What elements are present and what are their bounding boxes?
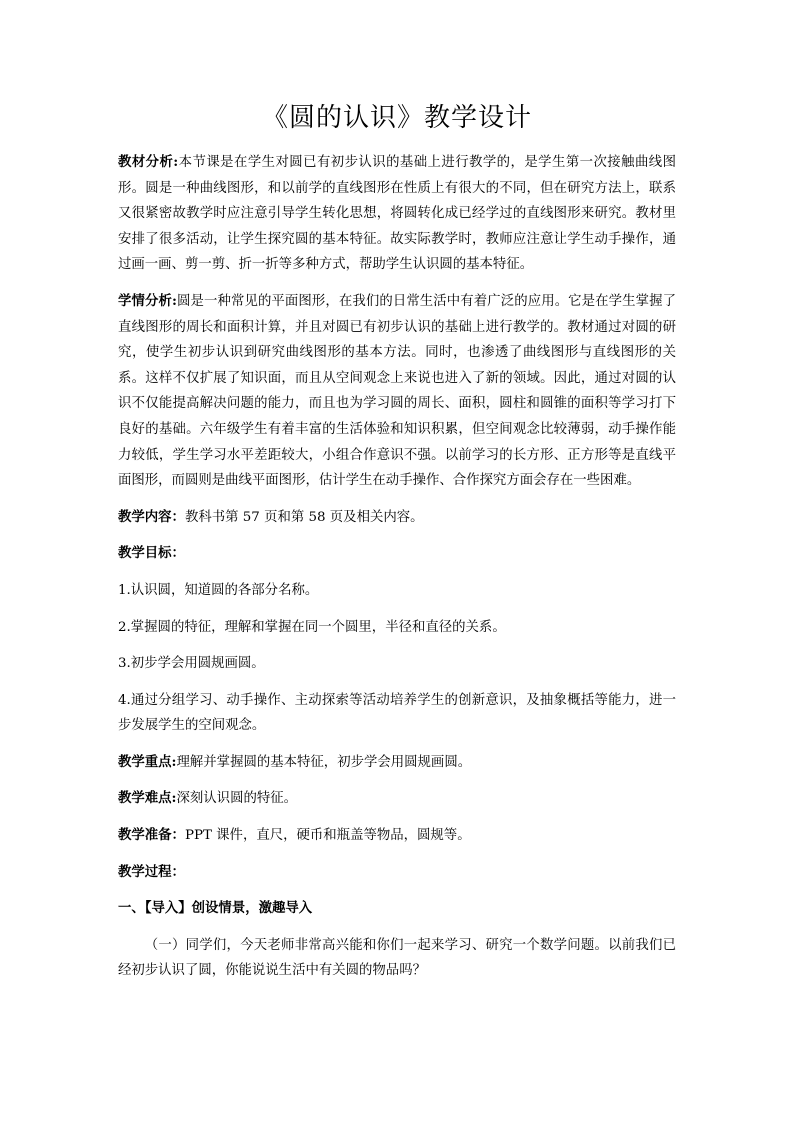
teaching-content-label: 教学内容： [118,508,185,525]
document-title: 《圆的认识》教学设计 [261,103,532,133]
difficulty-text: 深刻认识圆的特征。 [176,791,298,807]
key-point-paragraph [118,750,676,776]
key-point-text: 理解并掌握圆的基本特征，初步学会用圆规画圆。 [176,754,472,770]
preparation-label: 教学准备： [118,827,185,844]
difficulty-paragraph [118,786,676,812]
section1-heading [118,896,676,922]
learning-analysis-text: 圆是一种常见的平面图形，在我们的日常生活中有着广泛的应用。它是在学生掌握了直线图形的周长和面积计算，并且对圆已有初步认识的基础上进行教学的。教材通过对圆的研究，使学生初步认识到研究曲线图形的基本方法。同时，也渗透了曲线图形与直线图形的关系。这样不仅扩展了知识面，而且从空间观念上来说也进入了新的领域。因此，通过对圆的认识不仅能提高解决问题的能力，而且也为学习圆的周长、面积，圆柱和圆锥的面积等学习打下良好的基础。六年级学生有着丰富的生活体验和知识积累，但空间观念比较薄弱，动手操作能力较低，学生学习水平差距较大，小组合作意识不强。以前学习的长方形、正方形等是直线平面图形，而圆则是曲线平面图形，估计学生在动手操作、合作探究方面会存在一些困难。 [118,293,676,489]
key-point-label: 教学重点: [118,753,177,770]
teaching-content-paragraph [118,505,676,531]
learning-analysis-paragraph [118,289,676,494]
material-analysis-text: 本节课是在学生对圆已有初步认识的基础上进行教学的，是学生第一次接触曲线图形。圆是一种曲线图形，和以前学的直线图形在性质上有很大的不同，但在研究方法上，联系又很紧密故教学时应注意引导学生转化思想，将圆转化成已经学过的直线图形来研究。教材里安排了很多活动，让学生探究圆的基本特征。故实际教学时，教师应注意让学生动手操作，通过画一画、剪一剪、折一折等多种方式，帮助学生认识圆的基本特征。 [118,155,676,273]
objectives-heading [118,541,676,567]
material-analysis-paragraph [118,150,676,278]
objective-item: 1.认识圆，知道圆的各部分名称。 [118,582,319,598]
process-label: 教学过程： [118,863,185,880]
preparation-paragraph [118,823,676,849]
preparation-text: PPT 课件，直尺，硬币和瓶盖等物品，圆规等。 [184,828,471,844]
difficulty-label: 教学难点: [118,790,177,807]
objective-item: 3.初步学会用圆规画圆。 [118,656,265,672]
objective-item: 4.通过分组学习、动手操作、主动探索等活动培养学生的创新意识，及抽象概括等能力，进一步发展学生的空间观念。 [118,692,676,734]
section1-heading-text: 一、【导入】创设情景，激趣导入 [118,900,313,917]
document-body [118,150,676,984]
section1-paragraph: （一）同学们，今天老师非常高兴能和你们一起来学习、研究一个数学问题。以前我们已经初步认识了圆，你能说说生活中有关圆的物品吗？ [118,937,676,979]
teaching-content-text: 教科书第 57 页和第 58 页及相关内容。 [184,509,424,525]
objective-item: 2.掌握圆的特征，理解和掌握在同一个圆里，半径和直径的关系。 [118,619,506,635]
process-heading [118,860,676,886]
material-analysis-label: 教材分析: [118,154,179,170]
learning-analysis-label: 学情分析: [118,292,177,309]
objectives-label: 教学目标： [118,545,185,562]
